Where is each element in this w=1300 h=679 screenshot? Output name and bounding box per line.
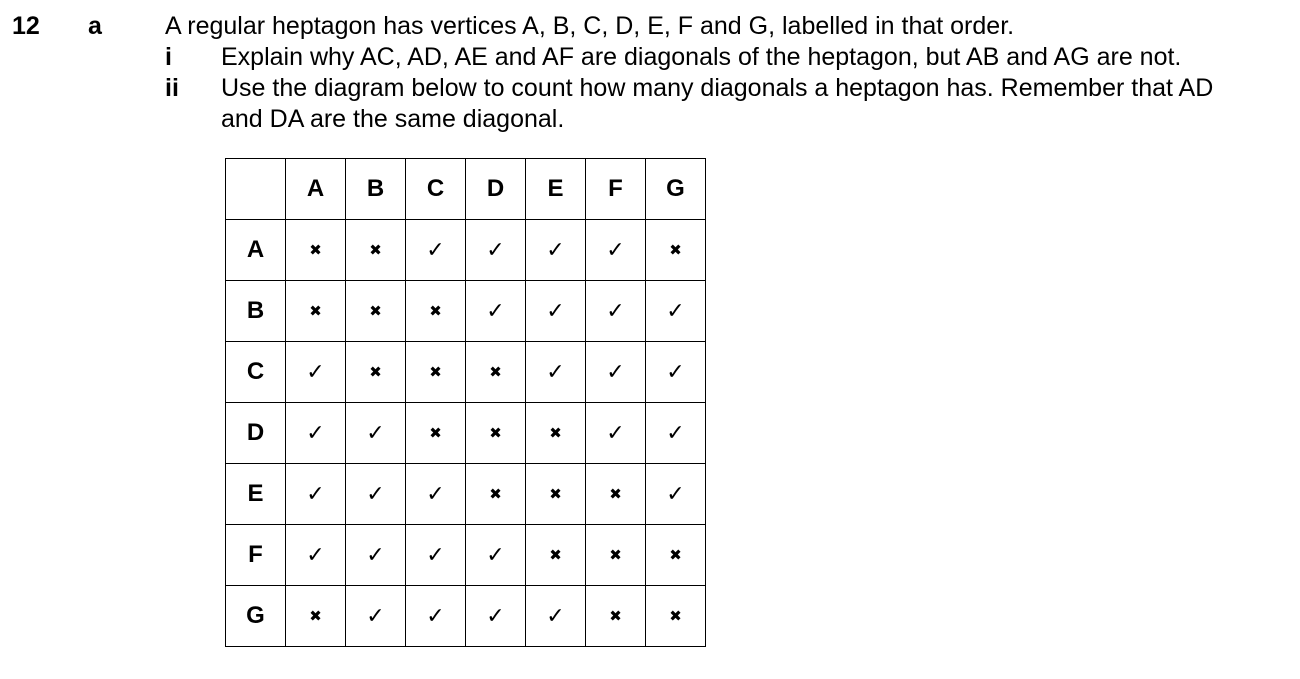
table-cell <box>646 586 706 647</box>
tick-icon: ✓ <box>426 481 445 507</box>
row-header-c: C <box>226 342 286 403</box>
table-cell <box>346 281 406 342</box>
table-row <box>226 464 706 525</box>
table-cell <box>466 464 526 525</box>
tick-icon: ✓ <box>606 237 625 263</box>
cross-icon: ✖ <box>369 240 382 259</box>
tick-icon: ✓ <box>546 603 565 629</box>
table-cell <box>526 464 586 525</box>
row-header-e: E <box>226 464 286 525</box>
cross-icon: ✖ <box>489 423 502 442</box>
table-cell <box>406 586 466 647</box>
table-cell <box>586 586 646 647</box>
column-header-b: B <box>346 159 406 220</box>
row-header-a: A <box>226 220 286 281</box>
table-cell <box>646 464 706 525</box>
tick-icon: ✓ <box>666 359 685 385</box>
tick-icon: ✓ <box>666 298 685 324</box>
tick-icon: ✓ <box>546 359 565 385</box>
tick-icon: ✓ <box>306 481 325 507</box>
cross-icon: ✖ <box>669 545 682 564</box>
tick-icon: ✓ <box>426 603 445 629</box>
cross-icon: ✖ <box>669 240 682 259</box>
table-header-row <box>226 159 706 220</box>
table-cell <box>346 403 406 464</box>
column-header-e: E <box>526 159 586 220</box>
table-cell <box>466 281 526 342</box>
tick-icon: ✓ <box>546 237 565 263</box>
tick-icon: ✓ <box>426 542 445 568</box>
table-body <box>226 220 706 647</box>
row-header-g: G <box>226 586 286 647</box>
tick-icon: ✓ <box>366 603 385 629</box>
table-cell <box>286 220 346 281</box>
cross-icon: ✖ <box>309 301 322 320</box>
tick-icon: ✓ <box>306 420 325 446</box>
tick-icon: ✓ <box>606 420 625 446</box>
tick-icon: ✓ <box>306 542 325 568</box>
sub-ii-text-line1: Use the diagram below to count how many diagonals a heptagon has. Remember that AD <box>221 74 1214 102</box>
table-cell <box>406 281 466 342</box>
tick-icon: ✓ <box>426 237 445 263</box>
cross-icon: ✖ <box>489 362 502 381</box>
table-cell <box>286 281 346 342</box>
cross-icon: ✖ <box>549 545 562 564</box>
cross-icon: ✖ <box>609 484 622 503</box>
table-cell <box>646 220 706 281</box>
table-cell <box>526 403 586 464</box>
sub-ii-text-line2: and DA are the same diagonal. <box>221 105 565 133</box>
tick-icon: ✓ <box>306 359 325 385</box>
column-header-f: F <box>586 159 646 220</box>
table-cell <box>286 403 346 464</box>
part-label: a <box>88 12 102 40</box>
table-cell <box>346 342 406 403</box>
tick-icon: ✓ <box>606 359 625 385</box>
cross-icon: ✖ <box>369 301 382 320</box>
table-cell <box>346 586 406 647</box>
tick-icon: ✓ <box>486 542 505 568</box>
table-row <box>226 220 706 281</box>
cross-icon: ✖ <box>609 606 622 625</box>
tick-icon: ✓ <box>486 603 505 629</box>
table-cell <box>406 403 466 464</box>
diagonal-table <box>225 158 706 647</box>
tick-icon: ✓ <box>486 298 505 324</box>
cross-icon: ✖ <box>549 484 562 503</box>
corner-cell <box>226 159 286 220</box>
table-cell <box>346 220 406 281</box>
tick-icon: ✓ <box>366 481 385 507</box>
tick-icon: ✓ <box>366 542 385 568</box>
table-cell <box>646 281 706 342</box>
table-cell <box>466 525 526 586</box>
table-cell <box>586 342 646 403</box>
tick-icon: ✓ <box>546 298 565 324</box>
table-cell <box>406 220 466 281</box>
table-cell <box>406 464 466 525</box>
tick-icon: ✓ <box>606 298 625 324</box>
tick-icon: ✓ <box>666 481 685 507</box>
row-header-f: F <box>226 525 286 586</box>
sub-i-text: Explain why AC, AD, AE and AF are diagonals of the heptagon, but AB and AG are not. <box>221 43 1182 71</box>
cross-icon: ✖ <box>609 545 622 564</box>
table-row <box>226 342 706 403</box>
column-header-d: D <box>466 159 526 220</box>
table-cell <box>466 586 526 647</box>
table-row <box>226 586 706 647</box>
sub-i-label: i <box>165 43 172 71</box>
table-cell <box>286 342 346 403</box>
table-cell <box>406 342 466 403</box>
cross-icon: ✖ <box>309 240 322 259</box>
cross-icon: ✖ <box>309 606 322 625</box>
table-cell <box>286 464 346 525</box>
table-cell <box>526 525 586 586</box>
row-header-b: B <box>226 281 286 342</box>
cross-icon: ✖ <box>429 423 442 442</box>
table-cell <box>406 525 466 586</box>
table-cell <box>586 403 646 464</box>
table-cell <box>586 525 646 586</box>
table-cell <box>346 525 406 586</box>
cross-icon: ✖ <box>429 301 442 320</box>
table-cell <box>586 220 646 281</box>
table-row <box>226 525 706 586</box>
cross-icon: ✖ <box>669 606 682 625</box>
tick-icon: ✓ <box>366 420 385 446</box>
question-number: 12 <box>12 12 40 40</box>
cross-icon: ✖ <box>489 484 502 503</box>
table-row <box>226 281 706 342</box>
sub-ii-label: ii <box>165 74 179 102</box>
cross-icon: ✖ <box>429 362 442 381</box>
table-cell <box>466 220 526 281</box>
table-row <box>226 403 706 464</box>
table-cell <box>286 525 346 586</box>
cross-icon: ✖ <box>549 423 562 442</box>
table-cell <box>646 403 706 464</box>
cross-icon: ✖ <box>369 362 382 381</box>
table-cell <box>646 342 706 403</box>
question-intro: A regular heptagon has vertices A, B, C, D, E, F and G, labelled in that order. <box>165 12 1015 40</box>
table-cell <box>526 586 586 647</box>
table-cell <box>346 464 406 525</box>
column-header-c: C <box>406 159 466 220</box>
table-cell <box>466 342 526 403</box>
table-cell <box>646 525 706 586</box>
table-cell <box>526 220 586 281</box>
tick-icon: ✓ <box>666 420 685 446</box>
column-header-g: G <box>646 159 706 220</box>
table-cell <box>526 342 586 403</box>
table-cell <box>466 403 526 464</box>
column-header-a: A <box>286 159 346 220</box>
table-cell <box>286 586 346 647</box>
table-cell <box>586 281 646 342</box>
tick-icon: ✓ <box>486 237 505 263</box>
table-cell <box>526 281 586 342</box>
table-cell <box>586 464 646 525</box>
row-header-d: D <box>226 403 286 464</box>
